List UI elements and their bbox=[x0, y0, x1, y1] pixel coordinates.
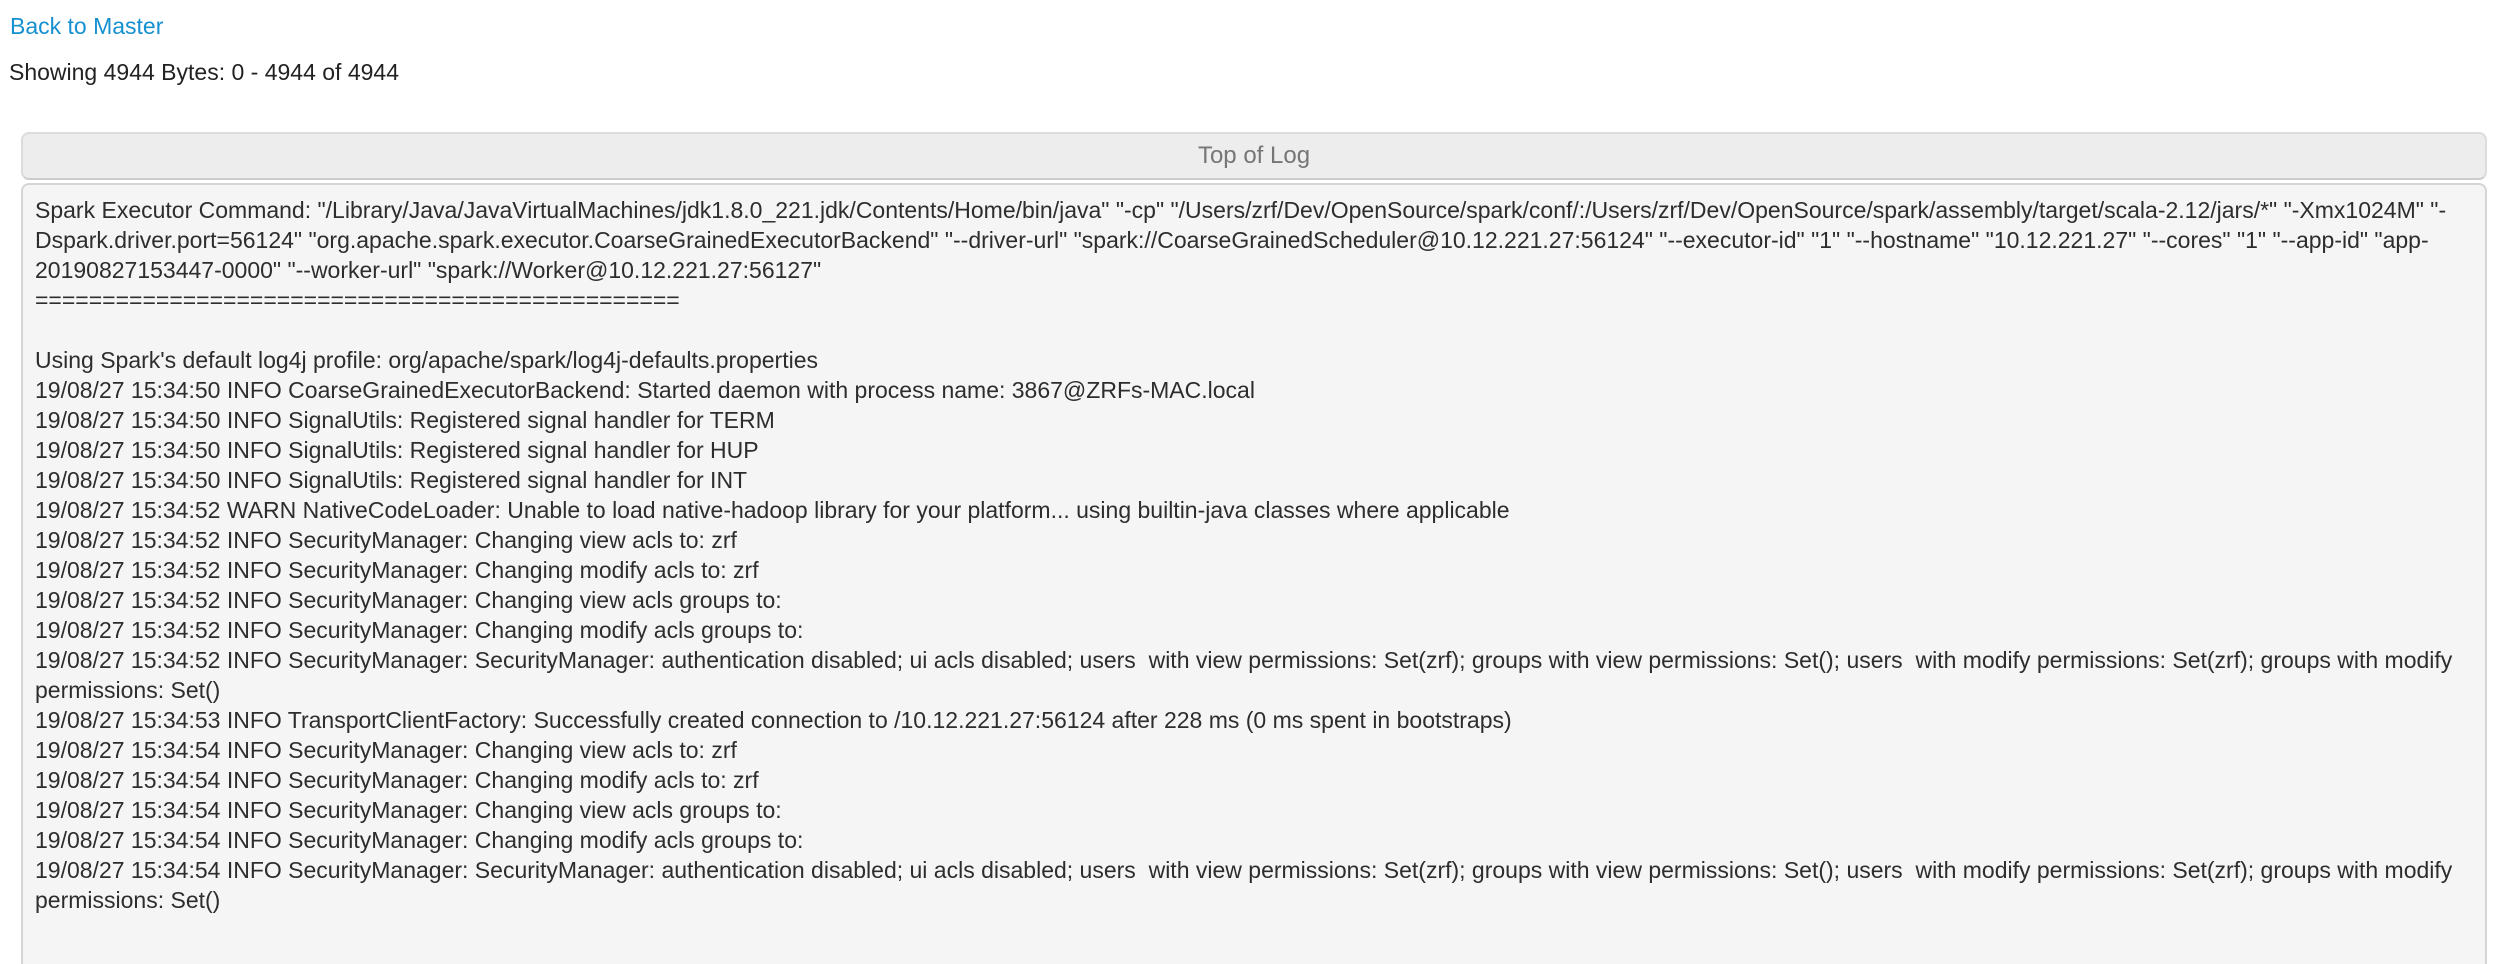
log-line: 19/08/27 15:34:54 INFO SecurityManager: Changing modify acls groups to: bbox=[35, 827, 804, 853]
log-header-label: Top of Log bbox=[1197, 142, 1311, 169]
log-line bbox=[35, 315, 2473, 345]
log-line: 19/08/27 15:34:54 INFO SecurityManager: Changing view acls groups to: bbox=[35, 797, 782, 823]
back-to-master-link[interactable]: Back to Master bbox=[10, 13, 164, 39]
log-line: Spark Executor Command: "/Library/Java/JavaVirtualMachines/jdk1.8.0_221.jdk/Contents/Home/bin/java" "-cp" "/Users/zrf/Dev/OpenSource/spark/conf/:/Users/zrf/Dev/OpenSource/spark/assembly/target/scala-2.12/jars/*" "-Xmx1024M" "-Dspark.driver.port=56124" "org.apache.spark.executor.CoarseGrainedExecutorBackend" "--driver-url" "spark://CoarseGrainedScheduler@10.12.221.27:56124" "--executor-id" "1" "--hostname" "10.12.221.27" "--cores" "1" "--app-id" "app-20190827153447-0000" "--worker-url" "spark://Worker@10.12.221.27:56127" bbox=[35, 197, 2447, 283]
log-line: 19/08/27 15:34:50 INFO CoarseGrainedExecutorBackend: Started daemon with process name: 3867@ZRFs-MAC.local bbox=[35, 377, 1255, 403]
log-line: ================================================ bbox=[35, 287, 680, 313]
log-line: Using Spark's default log4j profile: org/apache/spark/log4j-defaults.properties bbox=[35, 347, 818, 373]
byte-range-text: Showing 4944 Bytes: 0 - 4944 of 4944 bbox=[9, 59, 400, 85]
log-line: 19/08/27 15:34:52 INFO SecurityManager: Changing modify acls groups to: bbox=[35, 617, 804, 643]
log-line: 19/08/27 15:34:52 INFO SecurityManager: Changing modify acls to: zrf bbox=[35, 557, 759, 583]
log-section-header bbox=[21, 132, 2487, 180]
log-line: 19/08/27 15:34:52 WARN NativeCodeLoader: Unable to load native-hadoop library for your platform... using builtin-java classes where applicable bbox=[35, 497, 1510, 523]
log-line: 19/08/27 15:34:54 INFO SecurityManager: Changing modify acls to: zrf bbox=[35, 767, 759, 793]
log-line: 19/08/27 15:34:52 INFO SecurityManager: Changing view acls groups to: bbox=[35, 587, 782, 613]
log-line: 19/08/27 15:34:52 INFO SecurityManager: SecurityManager: authentication disabled; ui acls disabled; users with view permissions: Set(zrf); groups with view permissions: Set(); users with modify permissions: Set(zrf); groups with modify permissions: Set() bbox=[35, 647, 2459, 703]
log-line: 19/08/27 15:34:53 INFO TransportClientFactory: Successfully created connection to /10.12.221.27:56124 after 228 ms (0 ms spent in bootstraps) bbox=[35, 707, 1512, 733]
log-line: 19/08/27 15:34:52 INFO SecurityManager: Changing view acls to: zrf bbox=[35, 527, 737, 553]
log-content bbox=[21, 183, 2487, 964]
log-line: 19/08/27 15:34:50 INFO SignalUtils: Registered signal handler for INT bbox=[35, 467, 748, 493]
log-line: 19/08/27 15:34:50 INFO SignalUtils: Registered signal handler for HUP bbox=[35, 437, 759, 463]
log-line: 19/08/27 15:34:54 INFO SecurityManager: Changing view acls to: zrf bbox=[35, 737, 737, 763]
log-line: 19/08/27 15:34:54 INFO SecurityManager: SecurityManager: authentication disabled; ui acls disabled; users with view permissions: Set(zrf); groups with view permissions: Set(); users with modify permissions: Set(zrf); groups with modify permissions: Set() bbox=[35, 857, 2459, 913]
log-line: 19/08/27 15:34:50 INFO SignalUtils: Registered signal handler for TERM bbox=[35, 407, 775, 433]
